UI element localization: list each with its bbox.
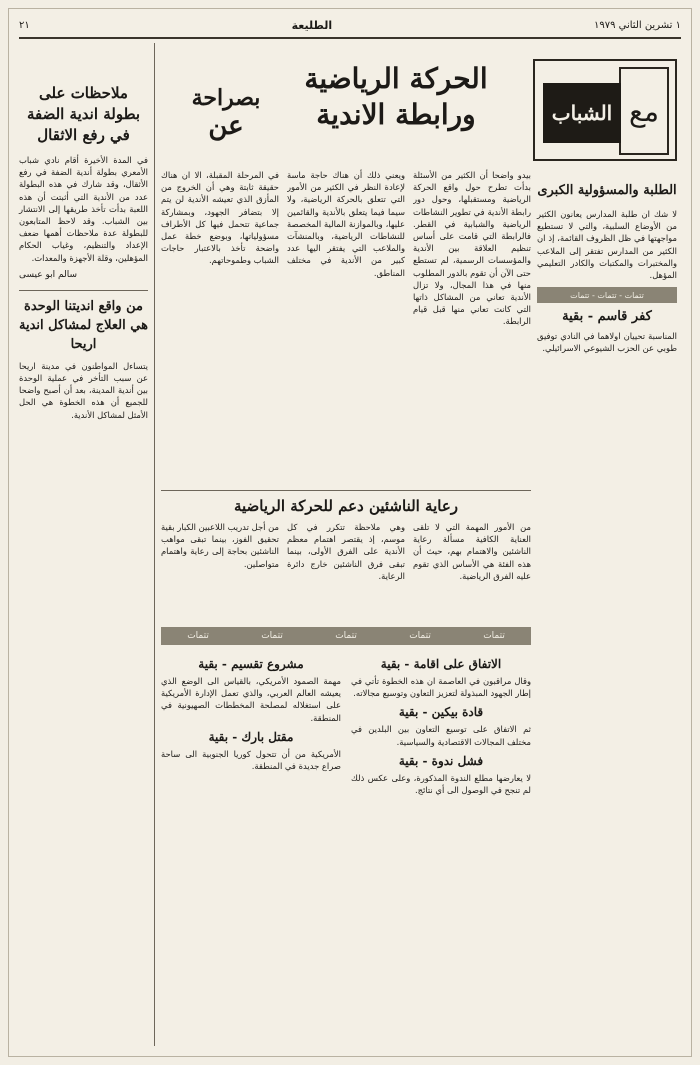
continuations-band xyxy=(161,627,531,645)
c5-text: لا يعارضها مطلع الندوة المذكورة، وعلى عكس ذلك لم تنجح في الوصول الى أي نتائج. xyxy=(351,772,531,796)
issue-date: ١ تشرين الثاني ١٩٧٩ xyxy=(593,19,681,31)
c4-title: قادة بيكين - بقية xyxy=(398,705,484,720)
second-col-2: وهي ملاحظة تتكرر في كل موسم، إذ يقتصر اهتمام معظم الأندية على الفرق الأولى، بينما تبقى فرق الناشئين خارج دائرة الرعاية. xyxy=(287,522,405,581)
right-headline: الطلبة والمسؤولية الكبرى xyxy=(537,183,677,198)
middle-area xyxy=(161,169,531,1031)
continuation-col-right xyxy=(351,651,531,1031)
right-body: لا شك ان طلبة المدارس يعانون الكثير من الأوضاع السلبية، والتي لا تستطيع مواجهتها في ظل الظروف القائمة، إذ ان الكثير من المدارس تفتقر إلى الملاعب والمختبرات والمكتبات والكادر التعليمي المؤهل. xyxy=(537,209,677,281)
c3-text: الأمريكية من أن تتحول كوريا الجنوبية الى ساحة صراع جديدة في المنطقة. xyxy=(161,748,341,772)
band-label: تتمات xyxy=(335,631,357,641)
main-headline-line2: ورابطة الاندية xyxy=(316,98,476,131)
c1-text: مهمة الصمود الأمريكي، بالقياس الى الوضع الذي يعيشه العالم العربي، والذي تعمل الإدارة الأمريكية على استغلاله لمصلحة المخططات الصهيونية في المنطقة. xyxy=(161,676,341,723)
right-strip: تتمات - تتمات - تتمات xyxy=(537,287,677,303)
band-label: تتمات xyxy=(261,631,283,641)
left-headline-2: من واقع انديتنا الوحدة هي العلاج لمشاكل اندية اريحا xyxy=(19,290,148,354)
youth-section-box xyxy=(533,59,677,161)
left-body: في المدة الأخيرة أقام نادي شباب الأمعري بطولة أندية الضفة في رفع الأثقال، وقد شارك في هذه البطولة عدد من الأندية التي أثبتت أن هذه اللعبة بدأت تأخذ طريقها إلى الانتشار بين الشباب. وقد لاحظ المتابعون للبطولة عدة ملاحظات أهمها ضعف الإعداد والتنظيم، وغياب الحكام المؤهلين، وقلة الأجهزة والمعدات. xyxy=(19,155,148,263)
section-ma-label: مع xyxy=(619,67,669,155)
main-col-1: بيدو واضحا أن الكثير من الأسئلة بدأت تطرح حول واقع الحركة الرياضية ومستقبلها، وحول دور رابطة الأندية في تطوير النشاطات الرياضية والشبابية في القطر. فالرابطة التي قامت على أساس تنظيم العلاقة بين الأندية والمؤسسات الرسمية، لم تستطع حتى الآن أن تقوم بالدور المطلوب منها في هذا المجال، ولا تزال الأندية تعاني من المشاكل ذاتها التي كانت تعاني منها قبل قيام الرابطة. xyxy=(413,170,531,327)
second-article-columns xyxy=(161,521,531,621)
c2-title: الاتفاق على اقامة - بقية xyxy=(380,657,502,671)
left-body-2: يتساءل المواطنون في مدينة اريحا عن سبب التأخر في عملية الوحدة بين أندية المدينة، بعد أن أصبح واضحا للجميع أن هذه الخطوة هي الحل الأمثل لمشاكل الأندية. xyxy=(19,360,148,420)
band-label: تتمات xyxy=(187,631,209,641)
left-author: سالم ابو عيسى xyxy=(19,269,78,280)
main-col-3: في المرحلة المقبلة، الا ان هناك حقيقة ثابتة وهي أن الخروج من المأزق الذي تعيشه الأندية لن يتم إلا بتضافر الجهود، وبمشاركة جماعية تتحمل فيها كل الأطراف مسؤولياتها، وبوضع خطة عمل واضحة تأخذ بالاعتبار حاجات الشباب وطموحاتهم. xyxy=(161,170,279,266)
newspaper-page xyxy=(8,8,692,1057)
kicker-an: عن xyxy=(208,111,244,141)
section-shabab-label: الشباب xyxy=(543,83,621,143)
main-headline-line1: الحركة الرياضية xyxy=(304,62,488,95)
c3-title: مقتل بارك - بقية xyxy=(208,729,294,744)
continuations-grid xyxy=(161,651,531,1031)
continuation-col-left xyxy=(161,651,341,1031)
band-label: تتمات xyxy=(409,631,431,641)
right-body-2: المناسبة تحييان اولاهما في النادي توفيق طوبي عن الحزب الشيوعي الاسرائيلي. xyxy=(537,331,677,354)
c5-title: فشل ندوة - بقية xyxy=(398,753,484,768)
c1-title: مشروع تقسيم - بقية xyxy=(198,657,304,671)
right-headline-2: كفر قاسم - بقية xyxy=(562,309,652,325)
main-col-2: ويعني ذلك أن هناك حاجة ماسة لإعادة النظر في الكثير من الأمور التي تتعلق بالحركة الرياضية، ولا سيما فيما يتعلق بالأندية والقائمين عليها، وبالموازنة المالية المخصصة للنشاطات الرياضية، وبالمنشآت والملاعب التي يفتقر اليها عدد كبير من الأندية في مختلف المناطق. xyxy=(287,170,405,278)
page-number: ٢١ xyxy=(19,19,30,31)
left-headline: ملاحظات على بطولة اندية الضفة في رفع الاثقال xyxy=(26,84,141,144)
publication-name: الطليعة xyxy=(291,18,333,32)
c4-text: ثم الاتفاق على توسيع التعاون بين البلدين في مختلف المجالات الاقتصادية والسياسية. xyxy=(351,724,531,747)
kicker-bisaraha: بصراحة xyxy=(191,85,261,111)
second-col-3: من أجل تدريب اللاعبين الكبار بقية تحقيق الفوز، بينما تبقى مواهب الناشئين بحاجة إلى رعاية واهتمام متواصلين. xyxy=(161,522,279,569)
left-column xyxy=(19,43,155,1046)
second-headline: رعاية الناشئين دعم للحركة الرياضية xyxy=(161,490,531,521)
c2-text: وقال مراقبون في العاصمة ان هذه الخطوة تأتي في إطار الجهود المبذولة لتعزيز التعاون وتوسيع مجالاته. xyxy=(351,676,531,699)
right-column xyxy=(537,169,677,1046)
main-article-columns xyxy=(161,169,531,484)
kicker xyxy=(186,85,266,141)
second-col-1: من الأمور المهمة التي لا تلقى العناية الكافية مسألة رعاية الناشئين والاهتمام بهم، حيث أن هذه الفئة هي الأساس الذي تقوم عليه الفرق الرياضية. xyxy=(413,522,531,581)
main-headline xyxy=(271,61,521,133)
page-header xyxy=(19,13,681,39)
band-label: تتمات xyxy=(483,631,505,641)
